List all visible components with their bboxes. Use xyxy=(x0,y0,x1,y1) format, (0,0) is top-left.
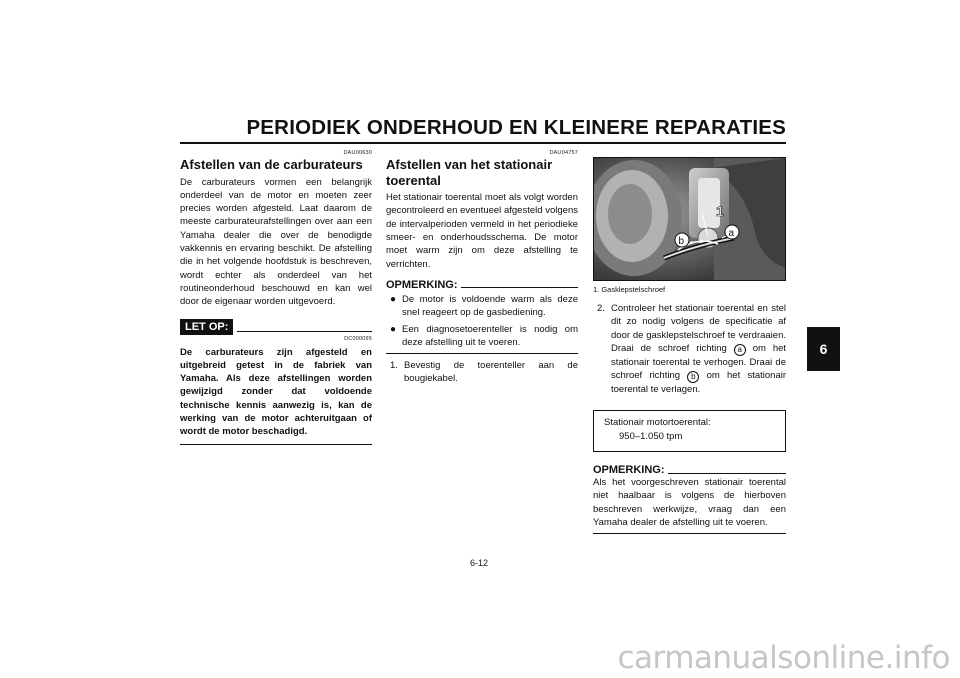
section-code: DAU04757 xyxy=(549,150,578,156)
throttle-stop-screw-figure xyxy=(593,157,786,281)
figure-caption: 1. Gasklepstelschroef xyxy=(593,285,666,294)
note-end-rule xyxy=(593,533,786,534)
idle-speed-spec-box xyxy=(593,410,786,452)
header-rule xyxy=(180,142,786,144)
bullet-icon: ● xyxy=(390,323,397,335)
note-text: Als het voorgeschreven stationair toerental niet haalbaar is volgens de hierboven beschreven werkwijze, vraag dan een Yamaha dealer de afstelling uit te voeren. xyxy=(593,477,786,528)
note-end-rule xyxy=(386,353,578,354)
column-idle-procedure xyxy=(593,150,786,534)
callout-a xyxy=(725,225,739,239)
caution-text: De carburateurs zijn afgesteld en uitgebreid getest in de fabriek van Yamaha. Als deze afstellingen worden gewijzigd zonder dat voldoende technische kennis aanwezig is, kan de werking van de motor achteruitgaan of wordt de motor beschadigd. xyxy=(180,342,372,445)
note-label: OPMERKING: xyxy=(386,278,458,291)
note-header xyxy=(386,279,578,291)
column-carburetor-adjustment xyxy=(180,150,372,445)
section-heading: Afstellen van de carburateurs xyxy=(180,157,363,172)
svg-text:a: a xyxy=(728,228,735,239)
note-label: OPMERKING: xyxy=(593,464,665,477)
step-number: 1. xyxy=(390,360,398,372)
step-text-part-1: Controleer het stationair toerental en stel dit zo nodig volgens de specificatie af door de gasklepstelschroef te verdraaien. Draai de schroef richting xyxy=(611,303,786,354)
column-idle-speed xyxy=(386,150,578,386)
section-body: De carburateurs vormen een belangrijk onderdeel van de motor en moeten zeer precies worden afgesteld. Laat daarom de meeste carburateurafstellingen over aan een Yamaha dealer die over de benodigde vakkennis en ervaring beschikt. De afstelling die in het volgende hoofdstuk is beschreven, wordt echter als onderdeel van het routineonderhoud beschouwd en kan wel door de eigenaar worden uitgevoerd. xyxy=(180,176,372,308)
svg-text:1: 1 xyxy=(716,203,724,219)
caution-code: DC000095 xyxy=(344,335,372,342)
note-rule xyxy=(668,473,787,474)
list-item: ● De motor is voldoende warm als deze snel reageert op de gasbediening. xyxy=(390,293,578,319)
note-list xyxy=(386,293,578,349)
callout-b xyxy=(675,233,689,247)
section-heading: Afstellen van het stationair toerental xyxy=(386,157,553,188)
engine-illustration xyxy=(594,158,785,280)
caution-label: LET OP: xyxy=(180,319,233,335)
spec-value: 950–1.050 tpm xyxy=(619,430,683,442)
bullet-icon: ● xyxy=(390,293,397,305)
callout-1 xyxy=(716,203,724,219)
step-text-part-3: om het stationair toerental te verlagen. xyxy=(611,370,787,396)
step-text-part-2: om het stationair toerental te verhogen. Draai de schroef richting xyxy=(611,342,787,382)
direction-b-icon: b xyxy=(687,371,699,383)
chapter-tab: 6 xyxy=(807,327,840,371)
note-rule xyxy=(461,287,579,288)
step-2 xyxy=(593,302,786,396)
page-number: 6-12 xyxy=(470,558,489,568)
caution-header xyxy=(180,319,372,335)
direction-a-icon: a xyxy=(734,344,746,356)
svg-text:b: b xyxy=(678,236,685,247)
caution-rule xyxy=(237,331,372,332)
step-text: Bevestig de toerenteller aan de bougiekabel. xyxy=(404,360,578,385)
spec-label: Stationair motortoerental: xyxy=(604,417,711,429)
note-header xyxy=(593,464,786,476)
section-body: Het stationair toerental moet als volgt worden gecontroleerd en eventueel afgesteld volgens de intervalperioden vermeld in het periodieke smeer- en onderhoudsschema. De motor moet warm zijn om deze afstelling te verrichten. xyxy=(386,192,578,270)
list-item: ● Een diagnosetoerenteller is nodig om deze afstelling uit te voeren. xyxy=(390,323,578,348)
page-header-title: PERIODIEK ONDERHOUD EN KLEINERE REPARATIES xyxy=(246,116,786,139)
watermark: carmanualsonline.info xyxy=(617,640,950,676)
step-1 xyxy=(386,359,578,386)
step-number: 2. xyxy=(597,303,605,314)
section-code: DAU00630 xyxy=(343,150,372,156)
